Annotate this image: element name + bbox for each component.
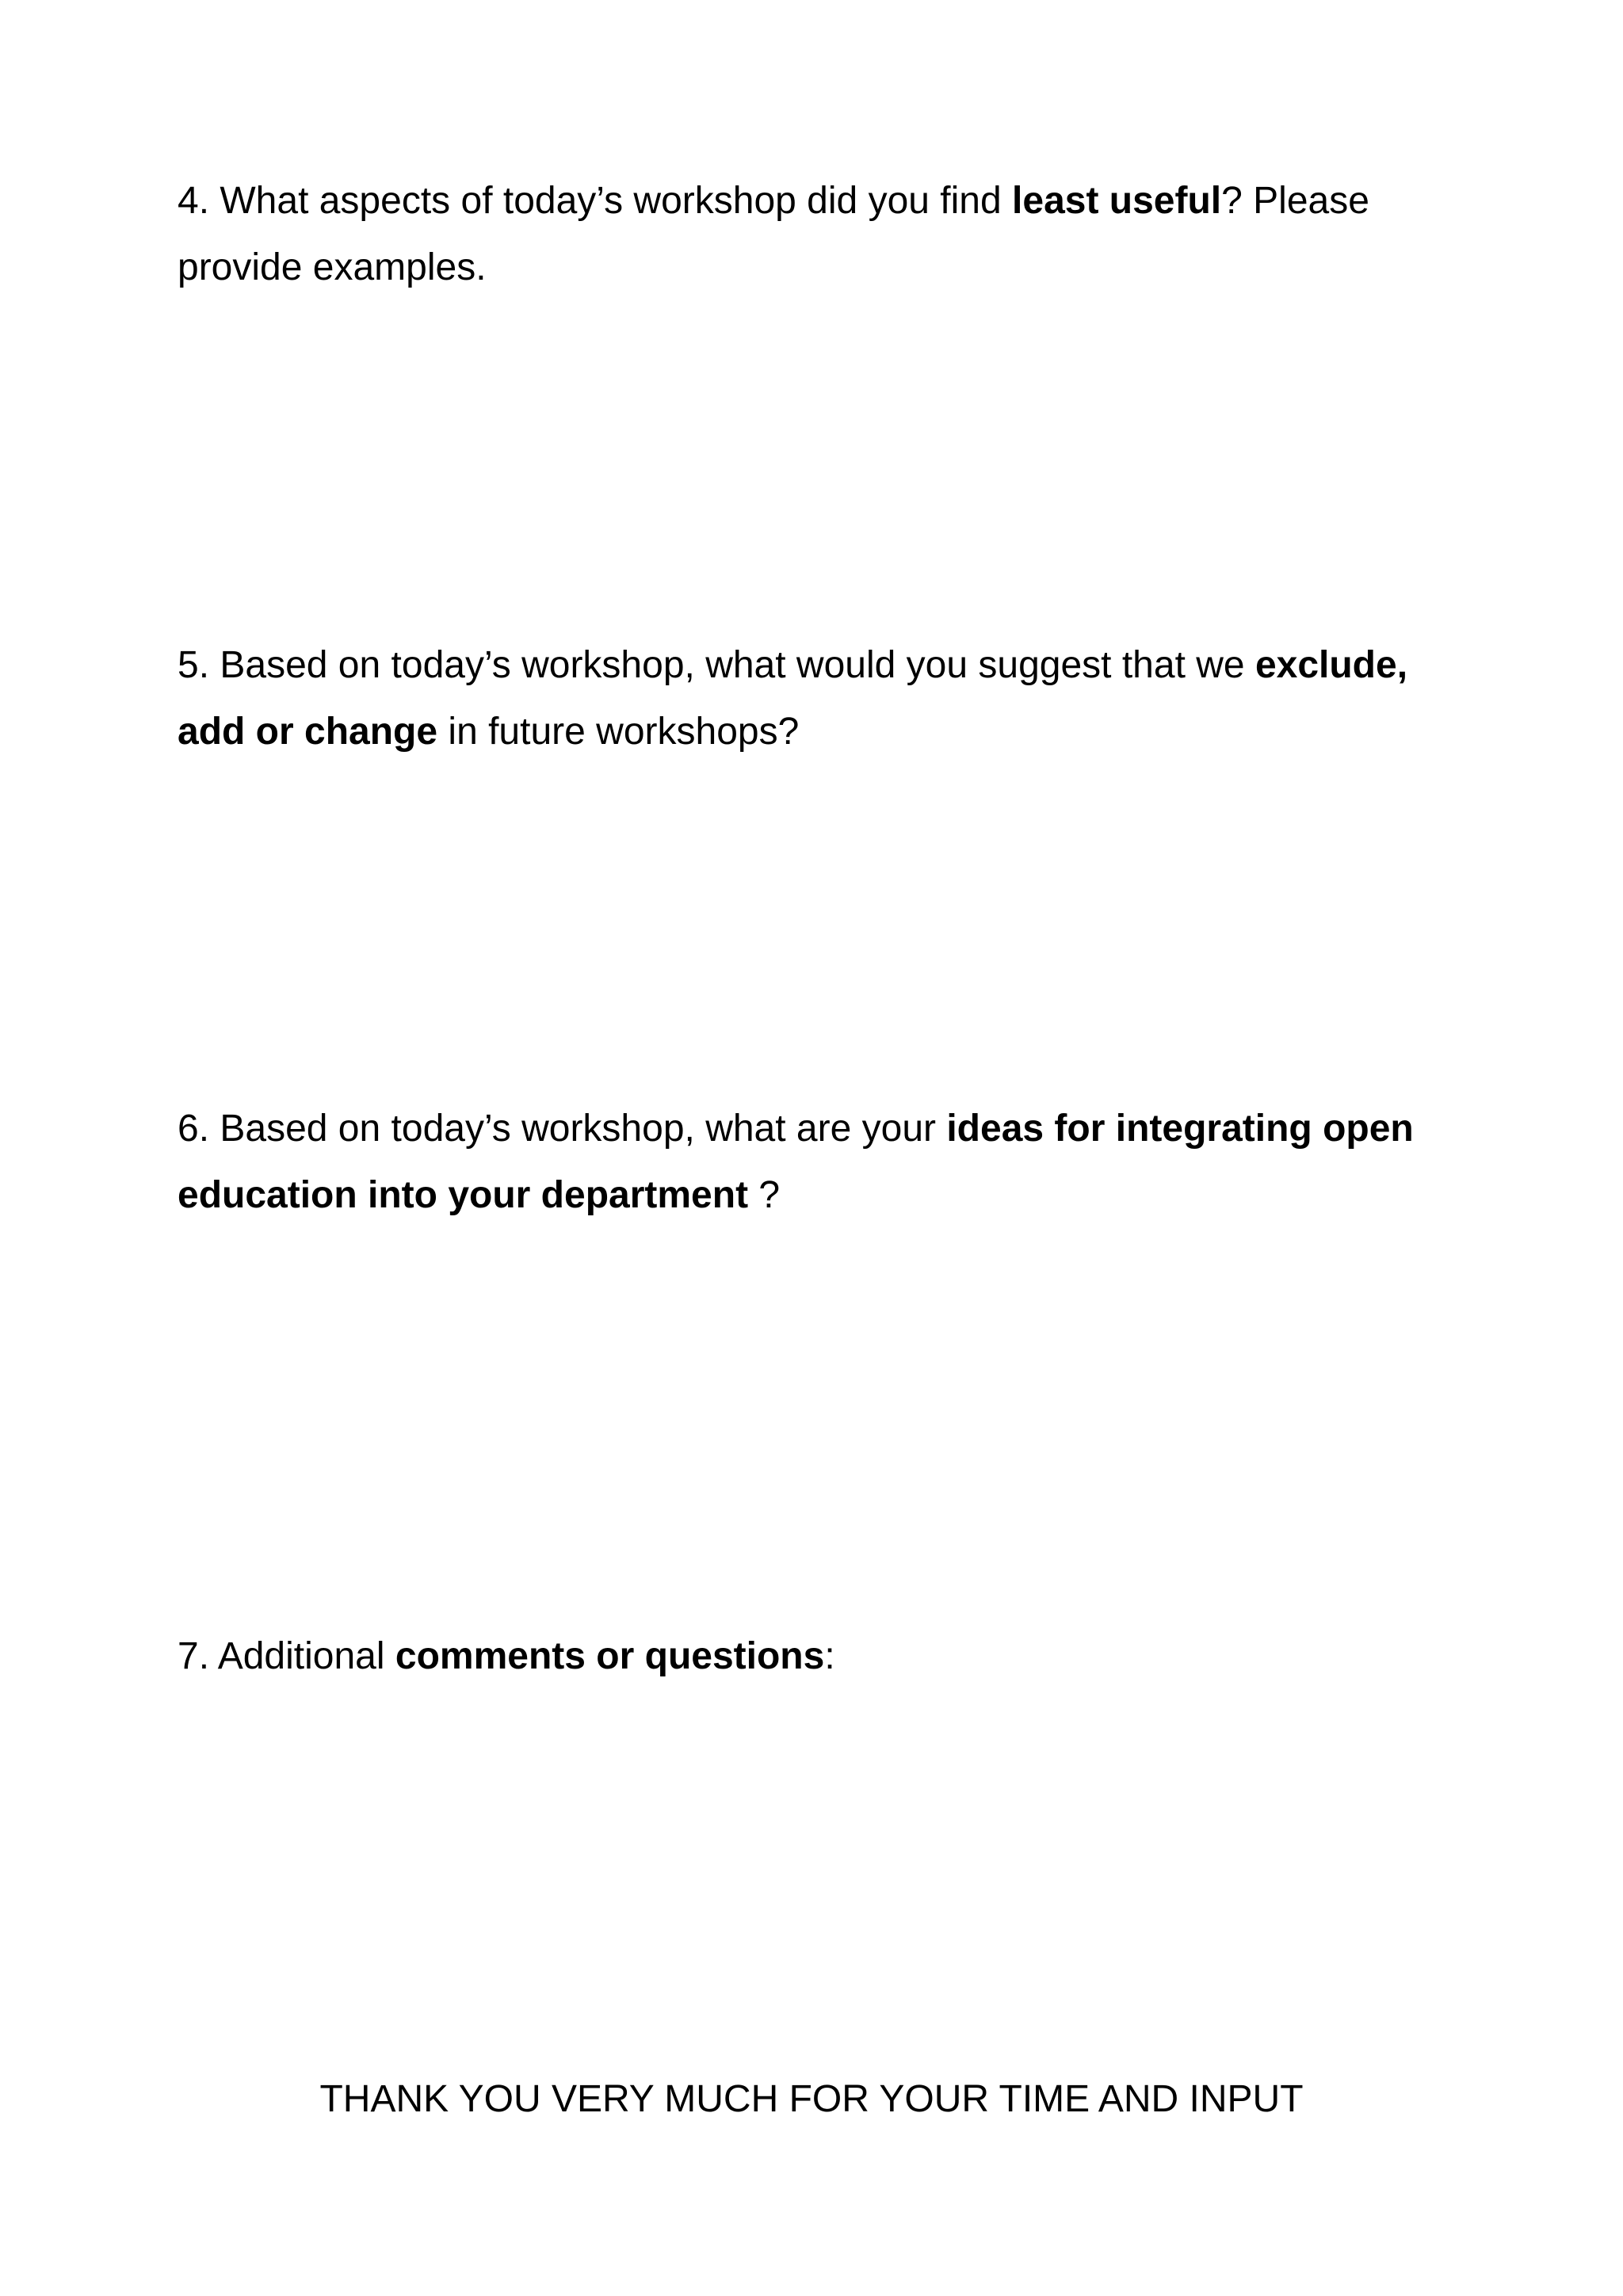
question-6-text: Based on today’s workshop, what are your	[209, 1108, 947, 1150]
question-7-text-end: :	[824, 1635, 835, 1677]
question-7	[178, 1623, 1461, 1690]
question-4-number: 4.	[178, 180, 210, 222]
question-7-emphasis: comments or questions	[395, 1635, 825, 1677]
question-4-text-end: ? Please provide examples.	[178, 180, 1369, 288]
question-4	[178, 168, 1461, 301]
question-7-text: Additional	[209, 1635, 395, 1677]
question-6	[178, 1096, 1461, 1229]
question-4-emphasis: least useful	[1012, 180, 1222, 222]
question-7-number: 7.	[178, 1635, 210, 1677]
question-5-emphasis: exclude, add or change	[178, 644, 1408, 753]
question-5-number: 5.	[178, 644, 210, 686]
question-6-text-end: ?	[748, 1174, 781, 1216]
question-5	[178, 632, 1461, 765]
question-4-text: What aspects of today’s workshop did you find	[209, 180, 1013, 222]
question-5-text: Based on today’s workshop, what would you suggest that we	[209, 644, 1255, 686]
question-5-text-end: in future workshops?	[437, 711, 800, 753]
closing-message: THANK YOU VERY MUCH FOR YOUR TIME AND INPUT	[319, 2078, 1304, 2120]
question-6-emphasis: ideas for integrating open education into your department	[178, 1108, 1414, 1216]
question-6-number: 6.	[178, 1108, 210, 1150]
